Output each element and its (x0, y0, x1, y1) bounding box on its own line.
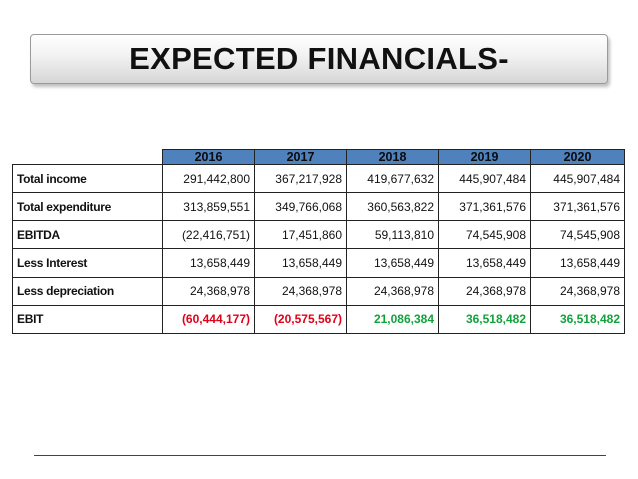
table-cell: 74,545,908 (439, 221, 531, 249)
table-cell: 74,545,908 (531, 221, 625, 249)
table-cell: 360,563,822 (347, 193, 439, 221)
table-cell: 445,907,484 (531, 165, 625, 193)
row-label: Less Interest (13, 249, 163, 277)
table-cell: 13,658,449 (163, 249, 255, 277)
table-row-less-interest (13, 249, 625, 277)
table-row-total-expenditure (13, 193, 625, 221)
table-row-ebitda (13, 221, 625, 249)
header-row (13, 150, 625, 165)
table-cell: 24,368,978 (347, 277, 439, 305)
table-cell: 445,907,484 (439, 165, 531, 193)
footer-divider (34, 455, 606, 456)
table-cell: 24,368,978 (439, 277, 531, 305)
table-cell-positive: 21,086,384 (347, 305, 439, 333)
table-cell: 419,677,632 (347, 165, 439, 193)
table-cell: 24,368,978 (163, 277, 255, 305)
header-corner (13, 150, 163, 165)
table-cell: 349,766,068 (255, 193, 347, 221)
row-label: Total income (13, 165, 163, 193)
table-cell: 13,658,449 (255, 249, 347, 277)
table-cell-positive: 36,518,482 (531, 305, 625, 333)
table-cell: 24,368,978 (531, 277, 625, 305)
table-cell: 291,442,800 (163, 165, 255, 193)
table-cell: 367,217,928 (255, 165, 347, 193)
row-label: EBIT (13, 305, 163, 333)
table-cell: 13,658,449 (347, 249, 439, 277)
table-cell-negative: (20,575,567) (255, 305, 347, 333)
year-header: 2017 (255, 150, 347, 165)
year-header: 2020 (531, 150, 625, 165)
year-header: 2018 (347, 150, 439, 165)
table-cell: 371,361,576 (531, 193, 625, 221)
table-row-ebit (13, 305, 625, 333)
table-cell: 313,859,551 (163, 193, 255, 221)
title-banner (30, 34, 608, 84)
financials-table (12, 149, 625, 334)
slide-title: EXPECTED FINANCIALS- (129, 41, 509, 76)
table-cell-positive: 36,518,482 (439, 305, 531, 333)
table-cell: 17,451,860 (255, 221, 347, 249)
table-row-less-depreciation (13, 277, 625, 305)
row-label: Less depreciation (13, 277, 163, 305)
table-cell: (22,416,751) (163, 221, 255, 249)
table-cell: 13,658,449 (531, 249, 625, 277)
table-cell: 371,361,576 (439, 193, 531, 221)
row-label: Total expenditure (13, 193, 163, 221)
year-header: 2016 (163, 150, 255, 165)
year-header: 2019 (439, 150, 531, 165)
table-cell-negative: (60,444,177) (163, 305, 255, 333)
table-cell: 24,368,978 (255, 277, 347, 305)
table-cell: 13,658,449 (439, 249, 531, 277)
table-row-total-income (13, 165, 625, 193)
row-label: EBITDA (13, 221, 163, 249)
table-cell: 59,113,810 (347, 221, 439, 249)
